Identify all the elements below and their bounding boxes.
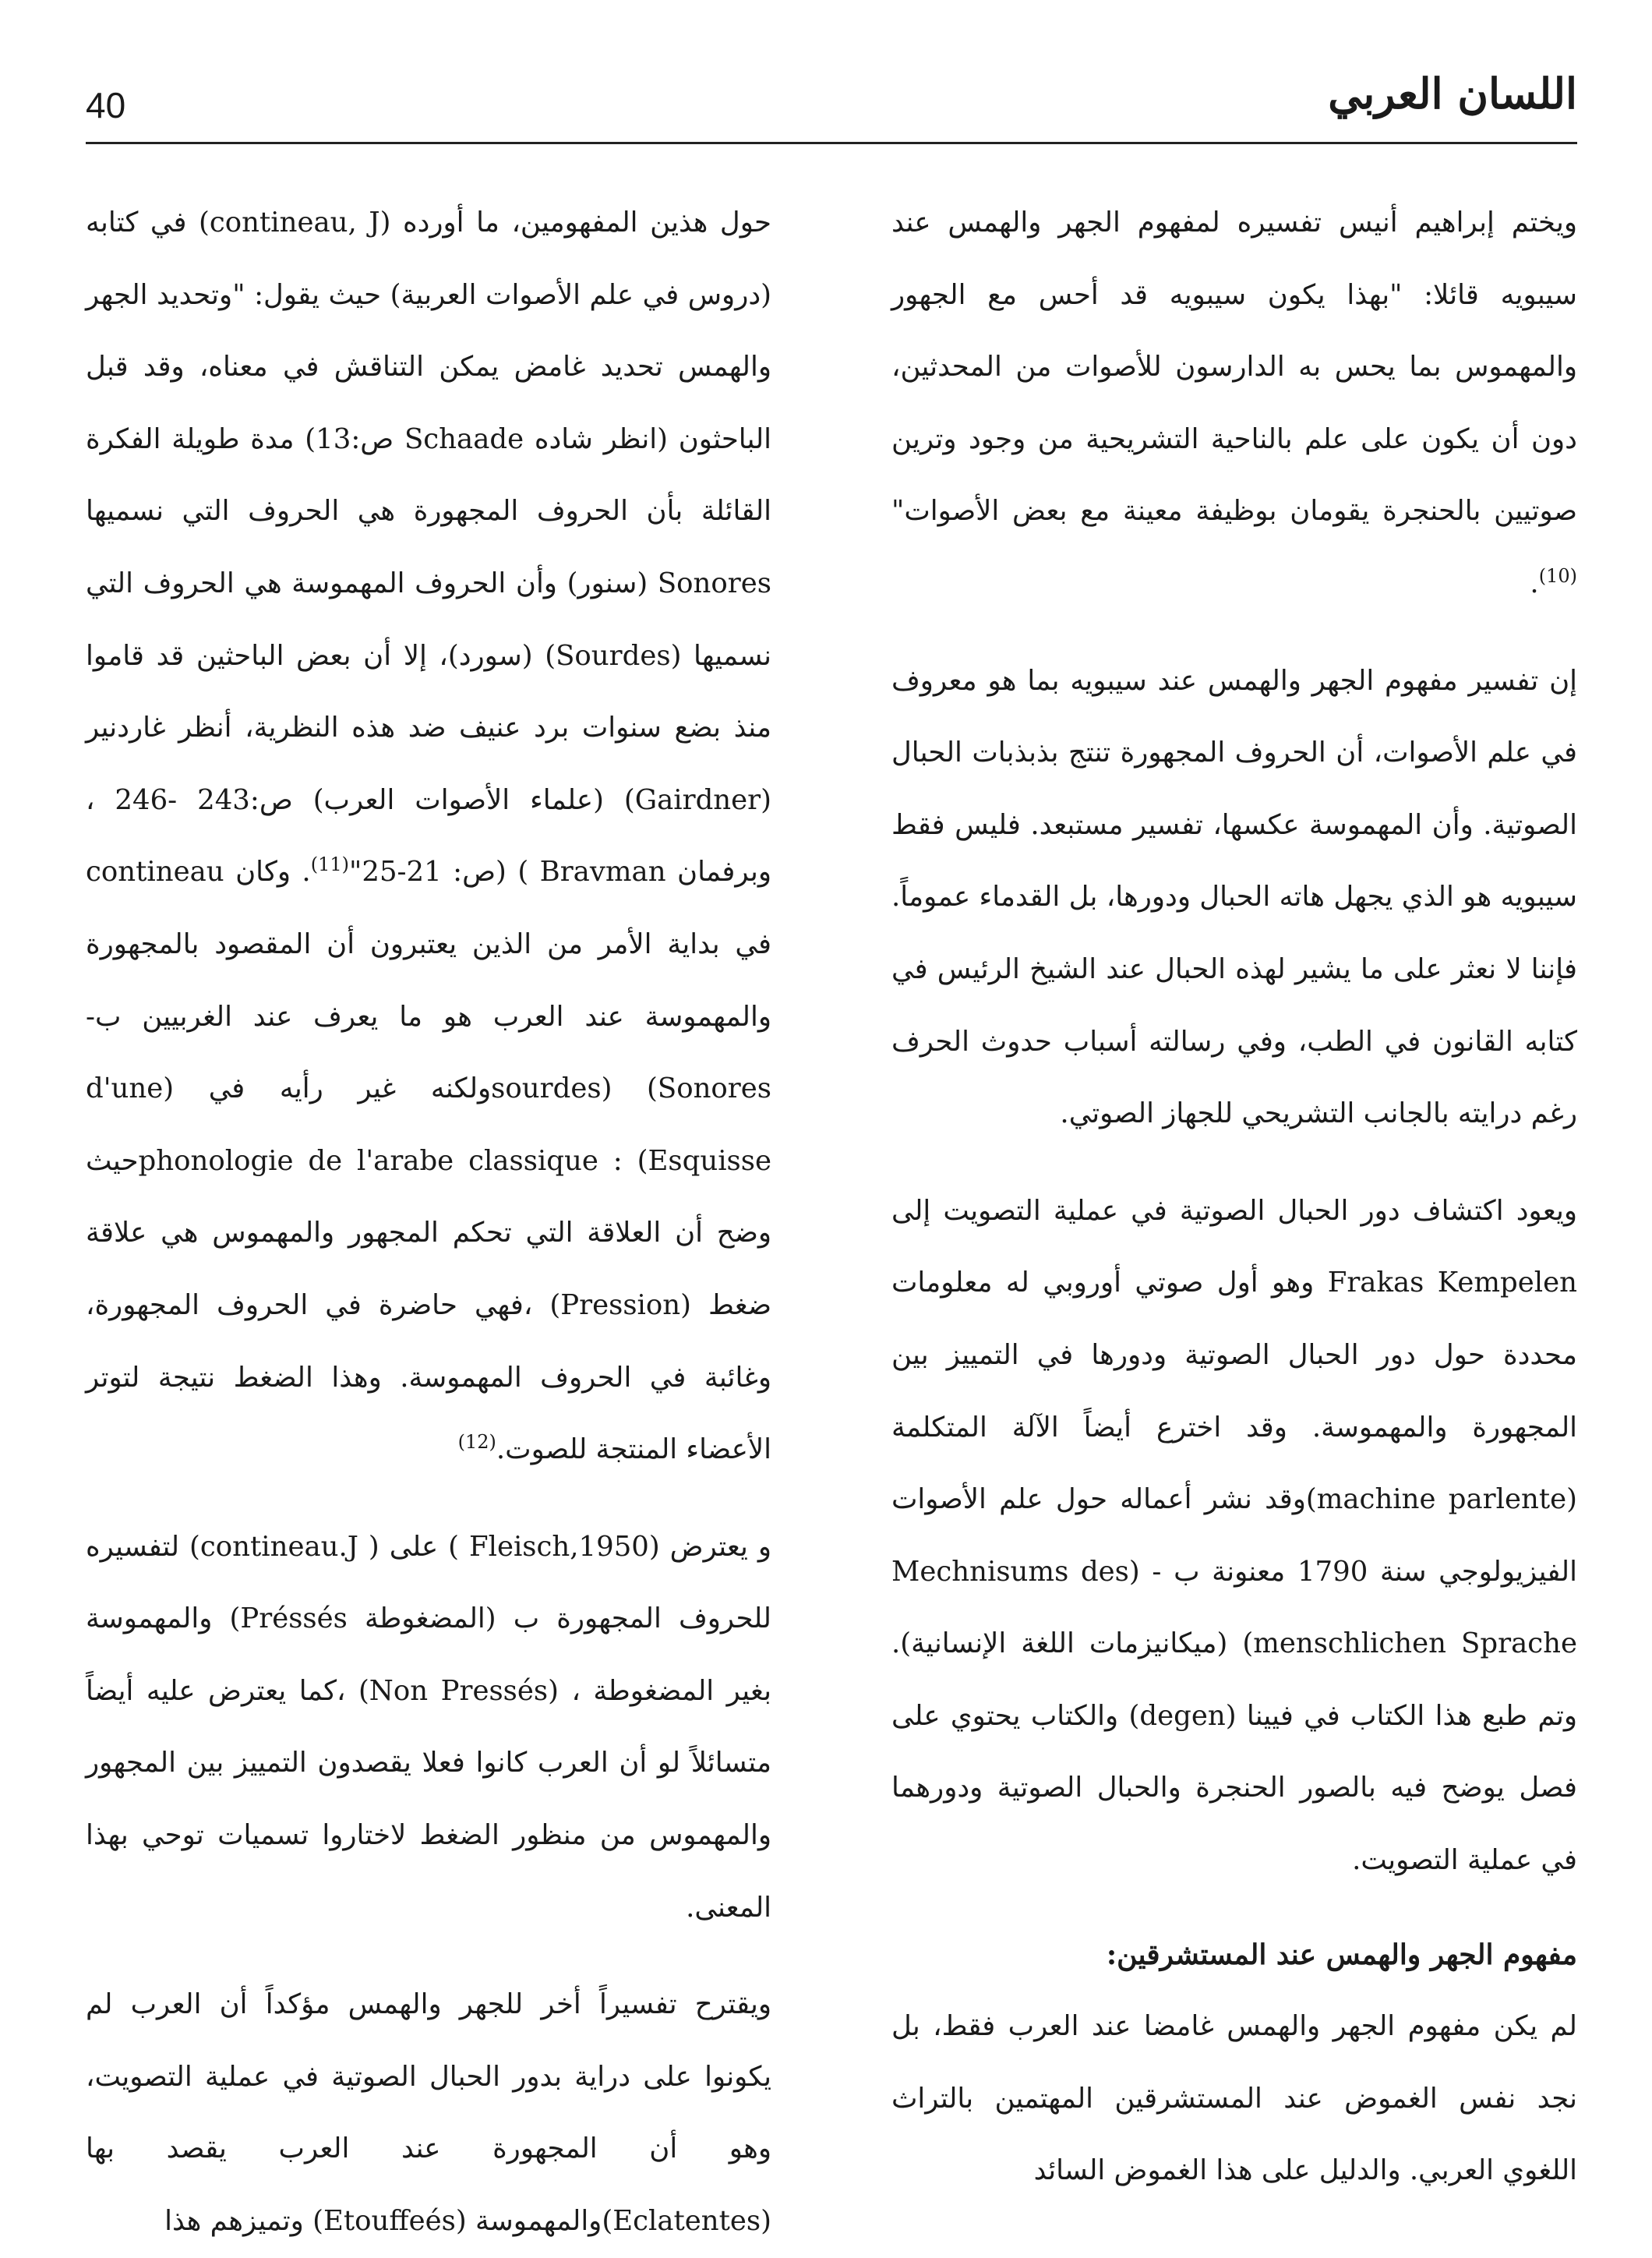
right-column: [891, 187, 1578, 2187]
paragraph: ويقترح تفسيراً أخر للجهر والهمس مؤكداً أن العرب لم يكونوا على دراية بدور الحبال الصوتية في عملية التصويت، وهو أن المجهورة عند العرب يقصد بها (Eclatentes)والمهموسة (Etouffeés) وتميزهم هذا: [86, 1988, 771, 2238]
paragraph-text: حول هذين المفهومين، ما أورده (contineau, J) في كتابه (دروس في علم الأصوات العربية) حيث يقول: "وتحديد الجهر والهمس تحديد غامض يمكن التناقش في معناه، وقد قبل الباحثون (انظر شاده Schaade ص:13) مدة طويلة الفكرة القائلة بأن الحروف المجهورة هي الحروف التي نسميها Sonores (سنور) وأن الحروف المهموسة هي الحروف التي نسميها (Sourdes) (سورد)، إلا أن بعض الباحثين قد قاموا منذ بضع سنوات برد عنيف ضد هذه النظرية، أنظر غاردنير (Gairdner) (علماء الأصوات العرب) ص:243 -246 ، وبرفمان Bravman ) (ص: 21-25": [86, 207, 772, 889]
paragraph: لم يكن مفهوم الجهر والهمس غامضا عند العرب فقط، بل نجد نفس الغموض عند المستشرقين المهتمين بالتراث اللغوي العربي. والدليل على هذا الغموض السائد: [891, 2010, 1577, 2187]
page-number: 40: [86, 85, 126, 125]
paragraph: ويعود اكتشاف دور الحبال الصوتية في عملية التصويت إلى Frakas Kempelen وهو أول صوتي أوروبي له معلومات محددة حول دور الحبال الصوتية ودورها في التمييز بين المجهورة والمهموسة. وقد اخترع أيضاً الآلة المتكلمة (machine parlente)وقد نشر أعماله حول علم الأصوات الفيزيولوجي سنة 1790 معنونة ب - (Mechnisums des menschlichen Sprache) (ميكانيزمات اللغة الإنسانية). وتم طبع هذا الكتاب في فيينا (degen) والكتاب يحتوي على فصل يوضح فيه بالصور الحنجرة والحبال الصوتية ودورهما في عملية التصويت.: [891, 1194, 1578, 1877]
paragraph: [891, 187, 1577, 620]
footnote-ref: (11): [310, 853, 350, 876]
paragraph-text: ويختم إبراهيم أنيس تفسيره لمفهوم الجهر والهمس عند سيبويه قائلا: "بهذا يكون سيبويه قد أحس مع الجهور والمهموس بما يحس به الدارسون للأصوات من المحدثين، دون أن يكون على علم بالناحية التشريحية من وجود وترين صوتيين بالحنجرة يقومان بوظيفة معينة مع بعض الأصوات": [891, 207, 1577, 528]
header-rule: [86, 142, 1577, 144]
section-heading: مفهوم الجهر والهمس عند المستشرقين:: [1106, 1938, 1577, 1971]
paragraph-text-continued: . وكان contineau في بداية الأمر من الذين يعتبرون أن المقصود بالمجهورة والمهموسة عند العرب هو ما يعرف عند الغربيين ب- Sonores) (sourdesولكنه غير رأيه في (d'une Esquisse) : phonologie de l'arabe classiqueحيث وضح أن العلاقة التي تحكم المجهور والمهموس هي علاقة ضغط (Pression) ،فهي حاضرة في الحروف المجهورة، وغائبة في الحروف المهموسة. وهذا الضغط نتيجة لتوتر الأعضاء المنتجة للصوت.: [86, 856, 772, 1466]
paragraph: و يعترض (Fleisch,1950 ) على ( contineau.J) لتفسيره للحروف المجهورة ب (المضغوطة Préssés) والمهموسة بغير المضغوطة ، (Non Pressés) ،كما يعترض عليه أيضاً متسائلاً لو أن العرب كانوا فعلا يقصدون التمييز بين المجهور والمهموس من منظور الضغط لاختاروا تسميات توحي بهذا المعنى.: [86, 1530, 772, 1924]
paragraph: [86, 187, 771, 1486]
left-column: [86, 187, 772, 2238]
paragraph-end: .: [1530, 567, 1539, 599]
footnote-ref: (10): [1538, 565, 1577, 588]
paragraph: إن تفسير مفهوم الجهر والهمس عند سيبويه بما هو معروف في علم الأصوات، أن الحروف المجهورة تنتج بذبذبات الحبال الصوتية. وأن المهموسة عكسها، تفسير مستبعد. فليس فقط سيبويه هو الذي يجهل هاته الحبال ودورها، بل القدماء عموماً. فإننا لا نعثر على ما يشير لهذه الحبال عند الشيخ الرئيس في كتابه القانون في الطب، وفي رسالته أسباب حدوث الحرف رغم درايته بالجانب التشريحي للجهاز الصوتي.: [891, 664, 1577, 1130]
footnote-ref: (12): [457, 1431, 496, 1454]
journal-title: اللسان العربي: [1328, 69, 1577, 118]
